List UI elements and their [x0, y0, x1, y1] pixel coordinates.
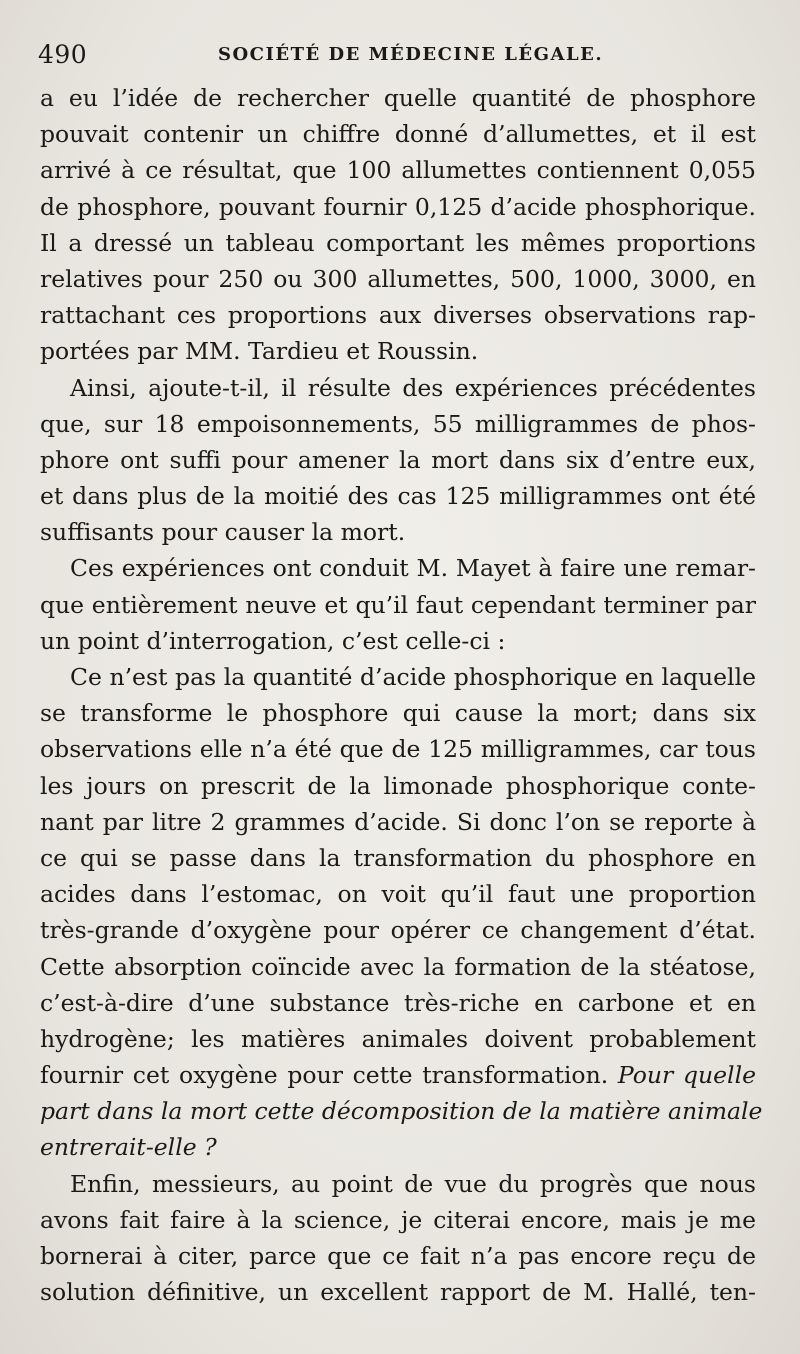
text-line: c’est-à-dire d’une substance très-riche en carbone et en — [40, 988, 756, 1017]
paragraph-1 — [40, 80, 756, 370]
text-line: bornerai à citer, parce que ce fait n’a pas encore reçu de — [40, 1242, 756, 1270]
text-line: acides dans l’estomac, on voit qu’il faut une proportion — [40, 880, 756, 909]
text-line: pouvait contenir un chiffre donné d’allumettes, et il est — [40, 120, 756, 149]
text-line: ce qui se passe dans la transformation du phosphore en — [40, 843, 756, 872]
page-number: 490 — [38, 40, 88, 69]
text-line-mixed — [40, 1057, 756, 1093]
text-line: a eu l’idée de rechercher quelle quantité de phosphore — [40, 84, 756, 112]
text-line: phore ont suffi pour amener la mort dans six d’entre eux, — [40, 445, 756, 474]
text-line: suffisants pour causer la mort. — [40, 518, 406, 547]
text-roman: fournir cet oxygène pour cette transformation. — [40, 1061, 618, 1090]
text-italic: Pour quelle — [617, 1061, 756, 1090]
text-line: Enfin, messieurs, au point de vue du progrès que nous — [70, 1169, 756, 1198]
text-italic: part dans la mort cette décomposition de la matière animale — [40, 1097, 763, 1126]
paragraph-2 — [40, 370, 756, 551]
text-line: arrivé à ce résultat, que 100 allumettes contiennent 0,055 — [40, 156, 756, 185]
paragraph-4 — [40, 659, 763, 1166]
text-line: Ce n’est pas la quantité d’acide phosphorique en laquelle — [70, 663, 756, 691]
text-line-italic — [40, 1129, 756, 1165]
text-line: avons fait faire à la science, je citerai encore, mais je me — [40, 1205, 756, 1234]
paragraph-5 — [40, 1166, 756, 1311]
text-line: Il a dressé un tableau comportant les mêmes proportions — [40, 228, 756, 257]
body-text — [40, 80, 763, 1310]
text-line: Ces expériences ont conduit M. Mayet à faire une remar- — [70, 554, 756, 583]
text-line: et dans plus de la moitié des cas 125 milligrammes ont été — [40, 482, 756, 511]
text-line: relatives pour 250 ou 300 allumettes, 500, 1000, 3000, en — [40, 264, 756, 293]
text-line: rattachant ces proportions aux diverses observations rap- — [40, 301, 756, 330]
text-line: que entièrement neuve et qu’il faut cependant terminer par — [40, 590, 756, 619]
running-title: SOCIÉTÉ DE MÉDECINE LÉGALE. — [218, 44, 604, 65]
text-line: observations elle n’a été que de 125 milligrammes, car tous — [40, 735, 756, 764]
text-line: un point d’interrogation, c’est celle-ci : — [40, 626, 506, 655]
text-line: de phosphore, pouvant fournir 0,125 d’acide phosphorique. — [40, 192, 756, 221]
text-italic: entrerait-elle ? — [40, 1133, 217, 1162]
text-line: se transforme le phosphore qui cause la mort; dans six — [40, 699, 756, 728]
text-line: portées par MM. Tardieu et Roussin. — [40, 337, 479, 366]
text-line-italic — [40, 1093, 763, 1129]
paragraph-3 — [40, 550, 756, 659]
text-line: les jours on prescrit de la limonade phosphorique conte- — [40, 771, 756, 800]
text-line: Cette absorption coïncide avec la formation de la stéatose, — [40, 952, 756, 981]
text-line: hydrogène; les matières animales doivent probablement — [40, 1024, 756, 1053]
text-line: Ainsi, ajoute-t-il, il résulte des expériences précédentes — [70, 373, 756, 402]
text-line: nant par litre 2 grammes d’acide. Si donc l’on se reporte à — [40, 807, 756, 836]
text-line: très-grande d’oxygène pour opérer ce changement d’état. — [40, 916, 756, 945]
text-line: que, sur 18 empoisonnements, 55 milligrammes de phos- — [40, 409, 756, 438]
text-line: solution définitive, un excellent rapport de M. Hallé, ten- — [40, 1278, 756, 1307]
page-header — [38, 40, 760, 74]
